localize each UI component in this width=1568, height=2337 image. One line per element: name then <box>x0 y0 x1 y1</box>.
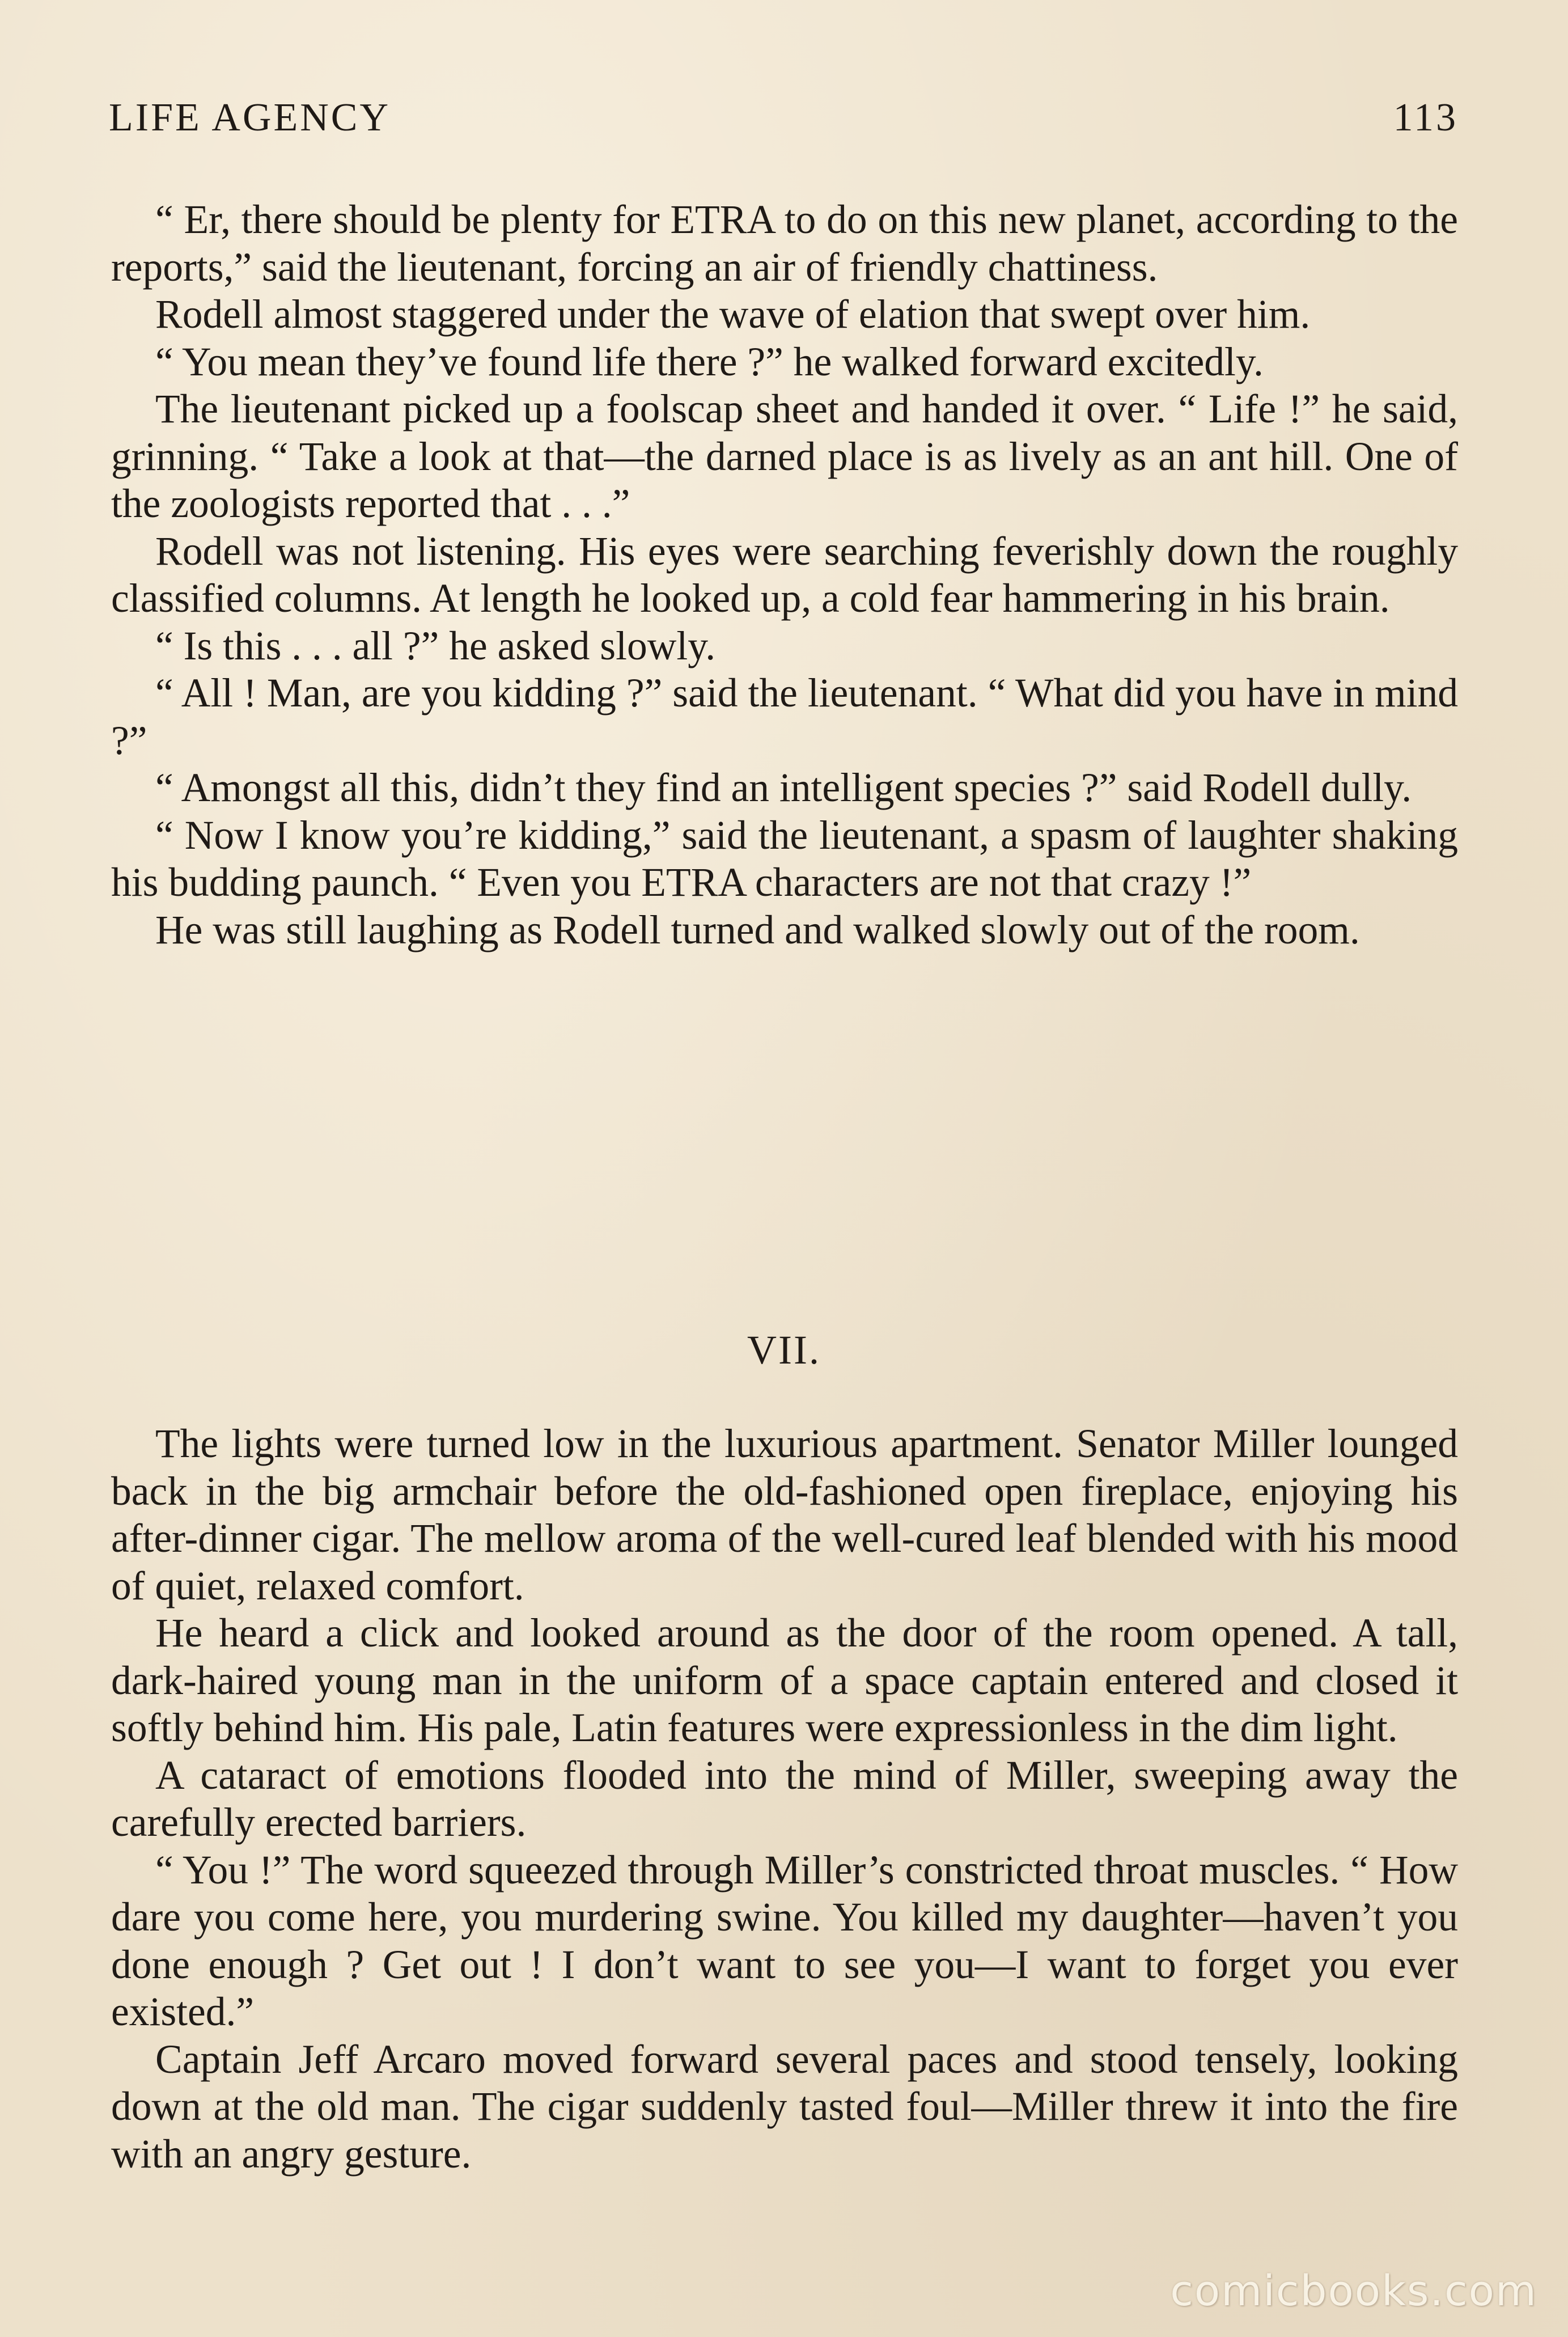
paragraph: Rodell almost staggered under the wave of elation that swept over him. <box>155 292 1311 337</box>
paragraph: “ Now I know you’re kidding,” said the lieutenant, a spasm of laughter shaking his budding paunch. “ Even you ETRA characters are not that crazy !” <box>111 812 1458 905</box>
chapter-heading: VII. <box>747 1327 821 1373</box>
paragraph: Captain Jeff Arcaro moved forward several paces and stood tensely, looking down at the old man. The cigar suddenly tasted foul—Miller threw it into the fire with an angry gesture. <box>111 2037 1458 2177</box>
paragraph: A cataract of emotions flooded into the mind of Miller, sweeping away the carefully erected barriers. <box>111 1752 1458 1845</box>
paragraph: He was still laughing as Rodell turned and walked slowly out of the room. <box>155 907 1360 952</box>
paragraph: “ Is this . . . all ?” he asked slowly. <box>155 623 716 668</box>
running-title: LIFE AGENCY <box>109 96 391 139</box>
section-2-text <box>111 1420 1458 2178</box>
page-number: 113 <box>1393 96 1458 139</box>
paragraph: “ You mean they’ve found life there ?” he walked forward excitedly. <box>155 339 1264 384</box>
section-1-text <box>111 196 1458 954</box>
paragraph: The lieutenant picked up a foolscap sheet and handed it over. “ Life !” he said, grinning. “ Take a look at that—the darned place is as lively as an ant hill. One of the zoologists reported that . . .” <box>111 387 1458 526</box>
watermark: comicbooks.com <box>1170 2267 1537 2315</box>
paragraph: “ Er, there should be plenty for ETRA to do on this new planet, according to the reports,” said the lieutenant, forcing an air of friendly chattiness. <box>111 197 1458 290</box>
paragraph: The lights were turned low in the luxurious apartment. Senator Miller lounged back in the big armchair before the old-fashioned open fireplace, enjoying his after-dinner cigar. The mellow aroma of the well-cured leaf blended with his mood of quiet, relaxed comfort. <box>111 1421 1458 1608</box>
paragraph: “ You !” The word squeezed through Miller’s constricted throat muscles. “ How dare you come here, you murdering swine. You killed my daughter—haven’t you done enough ? Get out ! I don’t want to see you—I want to forget you ever existed.” <box>111 1847 1458 2034</box>
paragraph: He heard a click and looked around as the door of the room opened. A tall, dark-haired young man in the uniform of a space captain entered and closed it softly behind him. His pale, Latin features were expressionless in the dim light. <box>111 1611 1458 1750</box>
paragraph: “ Amongst all this, didn’t they find an intelligent species ?” said Rodell dully. <box>155 765 1412 810</box>
running-head <box>109 95 1458 152</box>
paragraph: Rodell was not listening. His eyes were searching feverishly down the roughly classified columns. At length he looked up, a cold fear hammering in his brain. <box>111 528 1458 621</box>
paragraph: “ All ! Man, are you kidding ?” said the lieutenant. “ What did you have in mind ?” <box>111 671 1458 763</box>
